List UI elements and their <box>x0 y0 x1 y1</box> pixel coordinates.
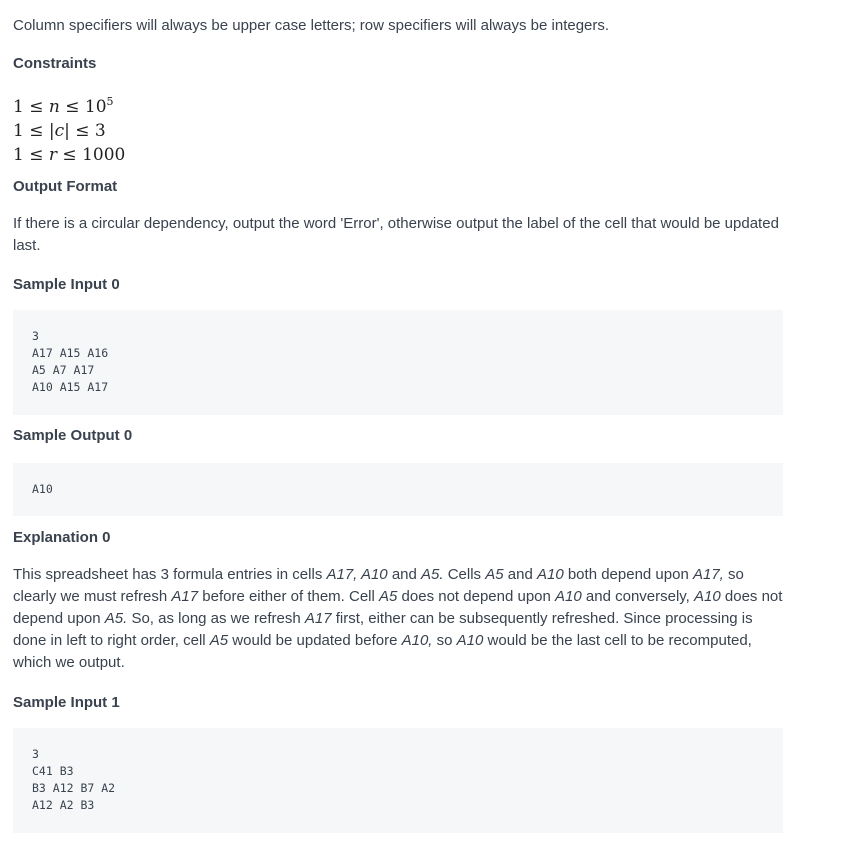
cell-reference: A10 <box>555 588 582 605</box>
code-line: A5 A7 A17 <box>32 363 95 377</box>
code-line: A17 A15 A16 <box>32 346 109 360</box>
cell-reference: A5 <box>209 632 229 649</box>
explanation-text-segment: first, either can be subsequently refreshed. Since processing is done in left to right order, cell <box>13 610 753 649</box>
constraints-list <box>13 90 125 167</box>
cell-reference: A5 <box>485 566 504 583</box>
sample-input-1-code <box>13 728 783 833</box>
explanation-text-segment: So, as long as we refresh <box>127 610 305 627</box>
cell-reference: A17 <box>171 588 199 605</box>
code-line: B3 A12 B7 A2 <box>32 781 116 795</box>
explanation-text-segment: does not depend upon <box>397 588 556 605</box>
constraints-heading: Constraints <box>13 55 97 72</box>
explanation-text-segment: This spreadsheet has 3 formula entries in cells <box>13 566 327 583</box>
sample-output-0-code <box>13 463 783 516</box>
output-format-text: If there is a circular dependency, output the word 'Error', otherwise output the label of the cell that would be updated last. <box>13 215 779 254</box>
explanation-text-segment: Cells <box>443 566 486 583</box>
cell-reference: A10 <box>536 566 564 583</box>
cell-reference: A17 <box>304 610 332 627</box>
constraint-c: 1 ≤ |c| ≤ 3 <box>13 121 106 141</box>
code-line: 3 <box>32 329 39 343</box>
explanation-text-segment: would be updated before <box>228 632 402 649</box>
cell-reference: A10 <box>694 588 721 605</box>
explanation-text-segment: would be the last cell to be recomputed, which we output. <box>13 632 752 671</box>
cell-reference: A5 <box>379 588 398 605</box>
cell-reference: A5. <box>104 610 128 627</box>
intro-text: Column specifiers will always be upper case letters; row specifiers will always be integers. <box>13 17 610 34</box>
code-line: C41 B3 <box>32 764 74 778</box>
sample-input-0-heading: Sample Input 0 <box>13 276 120 293</box>
cell-reference: A17, <box>692 566 724 583</box>
explanation-text-segment: so <box>432 632 457 649</box>
explanation-text-segment: does not depend upon <box>13 588 783 627</box>
cell-reference: A10, <box>401 632 433 649</box>
cell-reference: A10 <box>456 632 484 649</box>
explanation-text-segment: so clearly we must refresh <box>13 566 744 605</box>
constraint-r: 1 ≤ r ≤ 1000 <box>13 145 126 165</box>
explanation-0-heading: Explanation 0 <box>13 529 111 546</box>
explanation-text-segment: and conversely, <box>581 588 695 605</box>
code-line: A10 <box>32 482 53 496</box>
output-format-heading: Output Format <box>13 178 118 195</box>
explanation-text-segment: and <box>387 566 422 583</box>
code-line: 3 <box>32 747 39 761</box>
code-line: A12 A2 B3 <box>32 798 95 812</box>
cell-reference: A17, A10 <box>326 566 388 583</box>
sample-input-0-code <box>13 310 783 415</box>
constraint-n: $1 \le n \le 10^5$ <box>13 95 114 117</box>
explanation-0-text <box>13 564 783 674</box>
explanation-text-segment: before either of them. Cell <box>198 588 380 605</box>
cell-reference: A5. <box>421 566 444 583</box>
sample-output-0-heading: Sample Output 0 <box>13 427 133 444</box>
sample-input-1-heading: Sample Input 1 <box>13 694 120 711</box>
code-line: A10 A15 A17 <box>32 380 109 394</box>
explanation-text-segment: and <box>503 566 537 583</box>
explanation-text-segment: both depend upon <box>563 566 693 583</box>
